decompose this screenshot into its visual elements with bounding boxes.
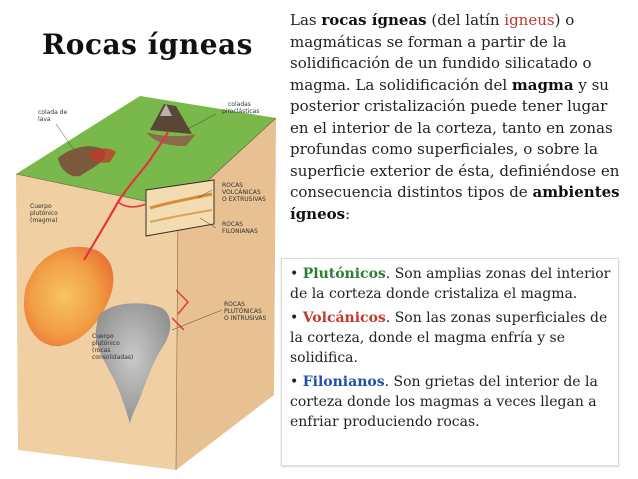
igneous-rocks-diagram xyxy=(0,90,280,479)
label-cuerpo-magma-3: (magma) xyxy=(30,217,58,224)
label-plutonicas-2: PLUTÓNICAS xyxy=(224,308,262,315)
label-cuerpo-rocas-4: consolidadas) xyxy=(92,354,134,361)
label-volcanicas-2: VOLCÁNICAS xyxy=(222,189,261,196)
label-volcanicas-3: O EXTRUSIVAS xyxy=(222,196,266,203)
label-cuerpo-magma-1: Cuerpo xyxy=(30,203,52,210)
term-volcanicos: Volcánicos xyxy=(302,310,386,326)
label-filonianas-1: ROCAS xyxy=(222,221,243,228)
intro-term-ambientes: ambientes ígneos xyxy=(290,183,620,223)
intro-text-4: y su posterior cristalización puede tener lugar en el interior de la corteza, tanto en zonas profundas como superficiales, o sobre la superficie exterior de ésta, definiéndose en consecuencia distintos tipos de xyxy=(290,75,620,201)
intro-term-rocas-igneas: rocas ígneas xyxy=(321,11,427,29)
list-item-volcanicos: • Volcánicos. Son las zonas superficiales de la corteza, donde el magma enfría y se solidifica. xyxy=(290,310,608,366)
page-title: Rocas ígneas xyxy=(42,28,253,61)
desc-filonianos: . Son grietas del interior de la corteza donde los magmas a veces llegan a enfriar produciendo rocas. xyxy=(290,374,598,430)
label-plutonicas-3: O INTRUSIVAS xyxy=(224,315,267,322)
term-plutonicos: Plutónicos xyxy=(302,266,386,282)
list-item-filonianos: • Filonianos. Son grietas del interior de la corteza donde los magmas a veces llegan a enfriar produciendo rocas. xyxy=(290,374,598,430)
desc-volcanicos: . Son las zonas superficiales de la corteza, donde el magma enfría y se solidifica. xyxy=(290,310,608,366)
intro-term-igneus: igneus xyxy=(504,11,555,29)
label-colada-lava-2: lava xyxy=(38,116,51,123)
label-cuerpo-rocas-1: Cuerpo xyxy=(92,333,114,340)
label-coladas-1: coladas xyxy=(228,101,251,108)
desc-plutonicos: . Son amplias zonas del interior de la corteza donde cristaliza el magma. xyxy=(290,266,611,302)
label-cuerpo-rocas-2: plutónico xyxy=(92,340,120,347)
label-cuerpo-magma-2: plutónico xyxy=(30,210,58,217)
intro-text-5: : xyxy=(345,204,351,223)
label-filonianas-2: FILONIANAS xyxy=(222,228,258,235)
intro-text-3: ) o magmáticas se forman a partir de la solidificación de un fundido silicatado o magma. La solidificación del xyxy=(290,11,592,94)
intro-paragraph xyxy=(290,10,630,225)
label-volcanicas-1: ROCAS xyxy=(222,182,243,189)
label-plutonicas-1: ROCAS xyxy=(224,301,245,308)
label-coladas-2: piroclásticas xyxy=(222,108,260,115)
label-colada-lava-1: colada de xyxy=(38,109,68,116)
list-item-plutonicos: • Plutónicos. Son amplias zonas del interior de la corteza donde cristaliza el magma. xyxy=(290,266,611,302)
environment-list-box xyxy=(281,258,619,466)
intro-text-2: (del latín xyxy=(426,11,505,29)
intro-text-1: Las xyxy=(290,11,322,29)
label-cuerpo-rocas-3: (rocas xyxy=(92,347,111,354)
term-filonianos: Filonianos xyxy=(302,374,385,390)
intro-term-magma: magma xyxy=(511,75,574,94)
